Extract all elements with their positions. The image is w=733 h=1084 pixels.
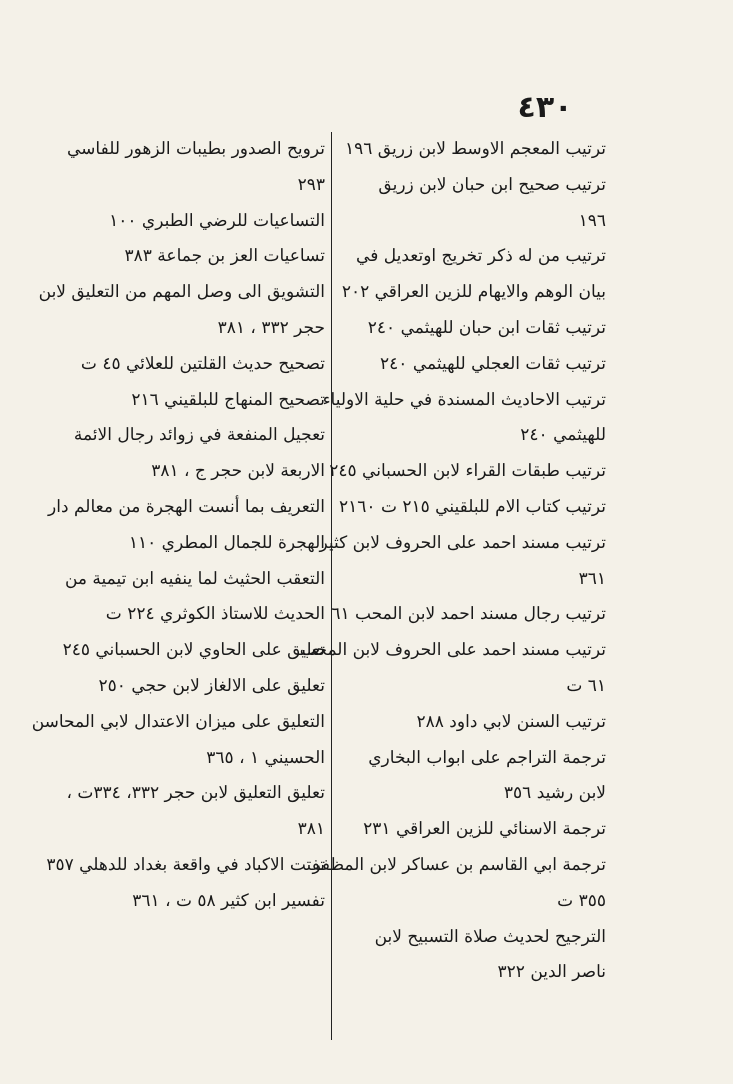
index-entry-line: تعليق على الالغاز لابن حجي ٢٥٠ [98, 675, 325, 696]
index-columns [31, 132, 606, 1040]
index-entry-line: ترتيب طبقات القراء لابن الحسباني ٢٤٥ [329, 461, 606, 482]
index-entry-line: للهيثمي ٢٤٠ [520, 425, 606, 446]
index-entry-line: ترتيب ثقات العجلي للهيثمي ٢٤٠ [380, 353, 606, 374]
index-entry-line: ترتيب رجال مسند احمد لابن المحب ٦١ [331, 604, 606, 625]
index-entry-line: التعقب الحثيث لما ينفيه ابن تيمية من [64, 568, 325, 589]
index-entry-line: الاربعة لابن حجر ج ، ٣٨١ [151, 461, 325, 482]
index-entry-line: ترجمة ابي القاسم بن عساكر لابن المظفر [312, 854, 606, 875]
index-entry-line: ترتيب كتاب الام للبلقيني ٢١٥ ت ٢١٦٠ [339, 496, 606, 517]
index-entry-line: حجر ٣٣٢ ، ٣٨١ [217, 317, 325, 338]
index-entry-line: ترتيب مسند احمد على الحروف لابن المحب [299, 640, 606, 661]
index-entry-line: ترتيب الاحاديث المسندة في حلية الاولياء [322, 389, 606, 410]
index-entry-line: ترتيب السنن لابي داود ٢٨٨ [416, 711, 606, 732]
index-entry-line: ناصر الدين ٣٢٢ [497, 962, 606, 983]
index-entry-line: ترتيب مسند احمد على الحروف لابن كثير [319, 532, 606, 553]
index-entry-line: تفتت الاكباد في واقعة بغداد للدهلي ٣٥٧ [46, 854, 325, 875]
index-entry-line: لابن رشيد ٣٥٦ [503, 783, 606, 804]
index-entry-line: ترجمة الاسنائي للزين العراقي ٢٣١ [363, 819, 606, 840]
index-entry-line: ٢٩٣ [297, 174, 325, 195]
index-entry-line: التعليق على ميزان الاعتدال لابي المحاسن [31, 711, 325, 732]
index-entry-line: الترجيح لحديث صلاة التسبيح لابن [374, 926, 606, 947]
index-entry-line: ترتيب من له ذكر تخريج اوتعديل في [356, 246, 606, 267]
index-entry-line: تساعيات العز بن جماعة ٣٨٣ [124, 246, 325, 267]
index-entry-line: ٣٥٥ ت [557, 890, 606, 911]
index-entry-line: تصحيح المنهاج للبلقيني ٢١٦ [131, 389, 325, 410]
index-entry-line: الحديث للاستاذ الكوثري ٢٢٤ ت [105, 604, 325, 625]
index-entry-line: ٦١ ت [566, 675, 606, 696]
index-entry-line: بيان الوهم والايهام للزين العراقي ٢٠٢ [341, 282, 606, 303]
index-entry-line: التشويق الى وصل المهم من التعليق لابن [38, 282, 325, 303]
index-entry-line: ترتيب ثقات ابن حبان للهيثمي ٢٤٠ [367, 317, 606, 338]
index-entry-line: الهجرة للجمال المطري ١١٠ [128, 532, 325, 553]
index-entry-line: ترجمة التراجم على ابواب البخاري [368, 747, 606, 768]
index-entry-line: الحسيني ١ ، ٣٦٥ [206, 747, 325, 768]
index-entry-line: ٣٨١ [297, 819, 325, 840]
index-entry-line: ترتيب المعجم الاوسط لابن زريق ١٩٦ [344, 139, 606, 159]
index-entry-line: تعليق التعليق لابن حجر ٣٣٢، ٣٣٤ت ، [66, 783, 325, 804]
index-entry-line: ٣٦١ [578, 568, 606, 589]
index-entry-line: تصحيح حديث القلتين للعلائي ٤٥ ت [80, 353, 325, 374]
index-entry-line: ترتيب صحيح ابن حبان لابن زريق [378, 174, 606, 195]
index-entry-line: تعليق على الحاوي لابن الحسباني ٢٤٥ [62, 640, 325, 661]
index-entry-line: التعريف بما أنست الهجرة من معالم دار [48, 496, 325, 517]
left-column [31, 132, 325, 1040]
page-number: ٤٣٠ [517, 90, 573, 125]
index-entry-line: التساعيات للرضي الطبري ١٠٠ [109, 210, 325, 231]
column-divider [331, 132, 332, 1040]
index-entry-line: ١٩٦ [578, 210, 606, 231]
index-entry-line: ترويح الصدور بطيبات الزهور للفاسي [67, 139, 325, 159]
index-entry-line: تفسير ابن كثير ٥٨ ت ، ٣٦١ [132, 890, 325, 911]
index-entry-line: تعجيل المنفعة في زوائد رجال الائمة [73, 425, 325, 446]
